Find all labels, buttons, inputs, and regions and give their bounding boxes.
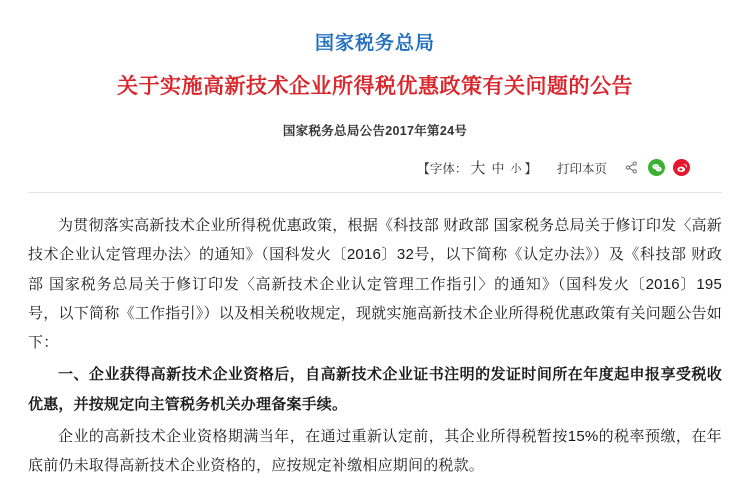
divider xyxy=(28,192,722,193)
document-number: 国家税务总局公告2017年第24号 xyxy=(282,124,468,139)
share-icon-group xyxy=(623,159,690,176)
print-page-button[interactable]: 打印本页 xyxy=(556,161,607,176)
paragraph: 企业的高新技术企业资格期满当年，在通过重新认定前，其企业所得税暂按15%的税率预缴，在年底前仍未取得高新技术企业资格的，应按规定补缴相应期间的税款。 xyxy=(28,427,722,475)
font-size-selector xyxy=(417,157,537,178)
share-icon[interactable] xyxy=(623,159,640,176)
page-title: 关于实施高新技术企业所得税优惠政策有关问题的公告 xyxy=(117,74,633,98)
paragraph: 一、企业获得高新技术企业资格后，自高新技术企业证书注明的发证时间所在年度起申报享受税收优惠，并按规定向主管税务机关办理备案手续。 xyxy=(28,366,722,413)
document-toolbar xyxy=(28,157,722,178)
font-size-label-close: 】 xyxy=(524,161,537,176)
font-size-small-button[interactable]: 小 xyxy=(510,162,522,175)
font-size-medium-button[interactable]: 中 xyxy=(491,161,505,177)
document-header xyxy=(28,0,722,139)
issuing-agency: 国家税务总局 xyxy=(314,33,435,54)
font-size-label-open: 【字体： xyxy=(417,161,468,176)
document-body xyxy=(28,211,722,480)
wechat-icon[interactable] xyxy=(648,159,665,176)
paragraph: 为贯彻落实高新技术企业所得税优惠政策，根据《科技部 财政部 国家税务总局关于修订印发〈高新技术企业认定管理办法〉的通知》（国科发火〔2016〕32号，以下简称《认定办法》）及《科技部 财政部 国家税务总局关于修订印发〈高新技术企业认定管理工作指引〉的通知》（国科发火〔2016〕195号，以下简称《工作指引》）以及相关税收规定，现就实施高新技术企业所得税优惠政策有关问题公告如下： xyxy=(28,217,722,352)
font-size-large-button[interactable]: 大 xyxy=(470,160,486,178)
weibo-icon[interactable] xyxy=(673,159,690,176)
